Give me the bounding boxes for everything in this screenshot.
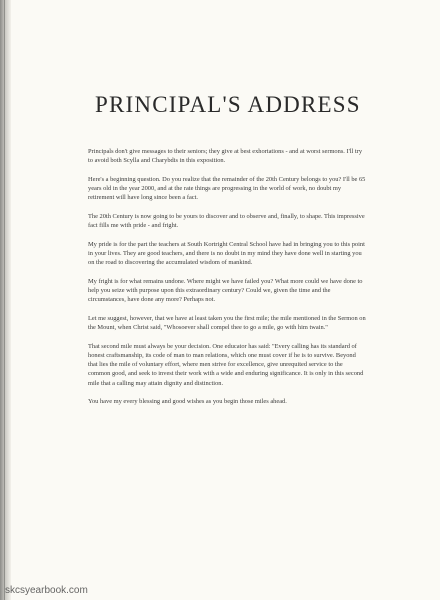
site-watermark: skcsyearbook.com (5, 585, 88, 596)
paragraph-3: The 20th Century is now going to be yours to discover and to observe and, finally, to shape. This impressive fact fills me with pride - and fright. (88, 212, 365, 230)
paragraph-1: Principals don't give messages to their seniors; they give at best exhortations - and at worst sermons. I'll try to avoid both Scylla and Charybdis in this exposition. (88, 148, 363, 165)
page-binding-shadow (0, 0, 11, 600)
paragraph-4: My pride is for the part the teachers at South Kortright Central School have had in bringing you to this point in your lives. They are good teachers, and there is no doubt in my mind they have done well in starting you on the road to discovering the accumulated wisdom of mankind. (88, 240, 365, 267)
page-edge-line (4, 0, 5, 600)
paragraph-8: You have my every blessing and good wishes as you begin those miles ahead. (88, 398, 287, 406)
page-title: PRINCIPAL'S ADDRESS (95, 92, 361, 117)
paragraph-7: That second mile must always be your decision. One educator has said: "Every calling has its standard of honest craftsmanship, its code of man to man relations, which one must cover if he is to survive. Beyond that lies the mile of voluntary effort, where men strive for excellence, give unrequited service to the common good, and seek to invest their work with a wide and enduring significance. It is only in this second mile that a calling may attain dignity and distinction. (88, 342, 364, 387)
address-body (88, 147, 366, 416)
paragraph-5: My fright is for what remains undone. Where might we have failed you? What more could we have done to help you seize with purpose upon this extraordinary century? Could we, given the time and the circumstances, have done any more? Perhaps not. (88, 277, 363, 304)
paragraph-2: Here's a beginning question. Do you realize that the remainder of the 20th Century belongs to you? I'll be 65 years old in the year 2000, and at the rate things are progressing in the world of work, no doubt my retirement will have long since been a fact. (88, 175, 366, 202)
paragraph-6: Let me suggest, however, that we have at least taken you the first mile; the mile mentioned in the Sermon on the Mount, when Christ said, "Whosoever shall compel thee to go a mile, go with him twain." (88, 314, 366, 332)
